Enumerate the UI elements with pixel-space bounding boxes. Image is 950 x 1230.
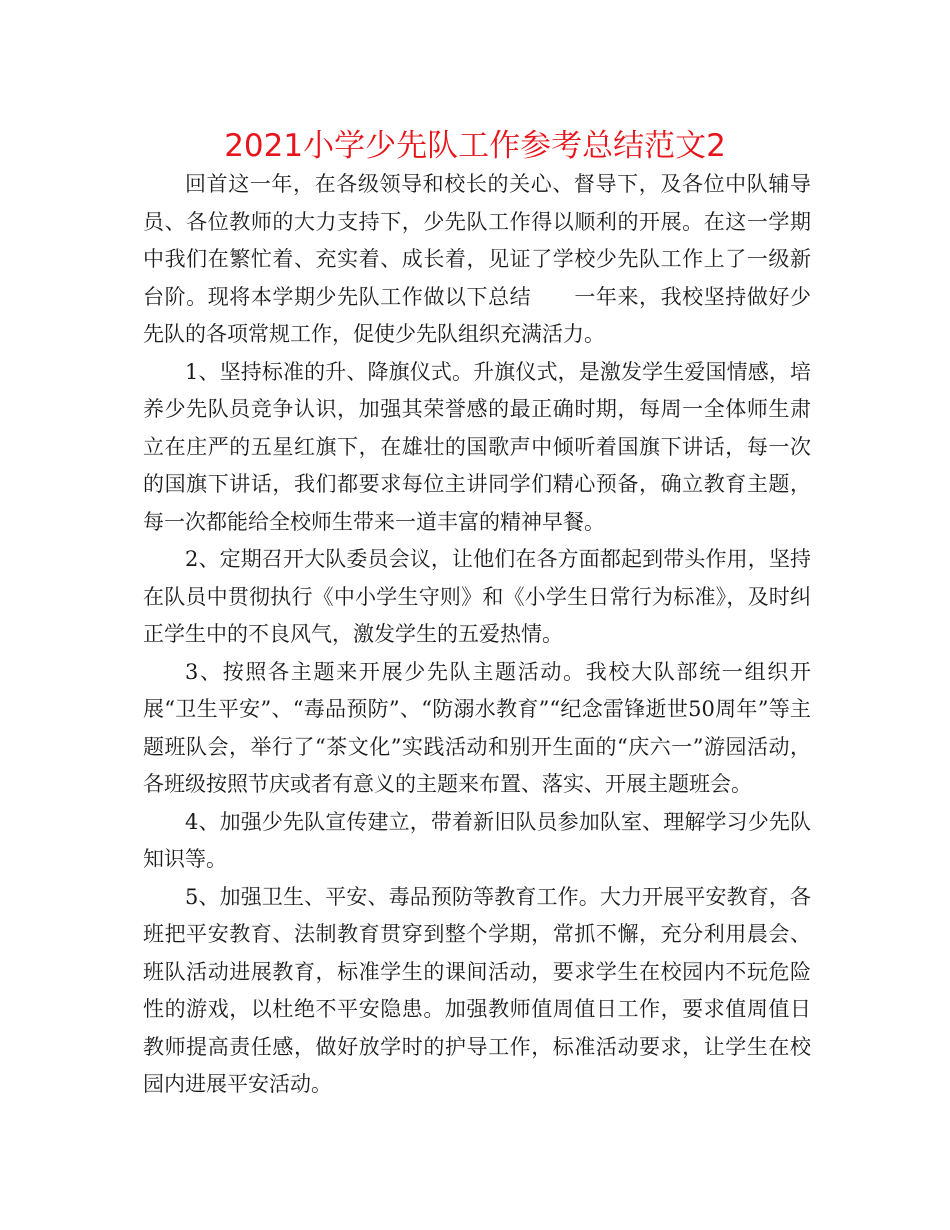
paragraph-item-3: 3、按照各主题来开展少先队主题活动。我校大队部统一组织开展“卫生平安”、“毒品预防”、“防溺水教育”“纪念雷锋逝世50周年”等主题班队会，举行了“茶文化”实践活动和别开生面的“庆六一”游园活动，各班级按照节庆或者有意义的主题来布置、落实、开展主题班会。	[143, 659, 811, 796]
paragraph-item-5: 5、加强卫生、平安、毒品预防等教育工作。大力开展平安教育，各班把平安教育、法制教育贯穿到整个学期，常抓不懈，充分利用晨会、班队活动进展教育，标准学生的课间活动，要求学生在校园内不玩危险性的游戏，以杜绝不平安隐患。加强教师值周值日工作，要求值周值日教师提高责任感，做好放学时的护导工作，标准活动要求，让学生在校园内进展平安活动。	[143, 884, 811, 1096]
paragraph-intro: 回首这一年，在各级领导和校长的关心、督导下，及各位中队辅导员、各位教师的大力支持下，少先队工作得以顺利的开展。在这一学期中我们在繁忙着、充实着、成长着，见证了学校少先队工作上了一级新台阶。现将本学期少先队工作做以下总结 一年来，我校坚持做好少先队的各项常规工作，促使少先队组织充满活力。	[143, 172, 811, 346]
document-body	[143, 166, 811, 1104]
paragraph-item-4: 4、加强少先队宣传建立，带着新旧队员参加队室、理解学习少先队知识等。	[143, 809, 811, 871]
document-title: 2021小学少先队工作参考总结范文2	[224, 128, 726, 164]
paragraph-item-2: 2、定期召开大队委员会议，让他们在各方面都起到带头作用，坚持在队员中贯彻执行《中小学生守则》和《小学生日常行为标准》，及时纠正学生中的不良风气，激发学生的五爱热情。	[143, 547, 811, 646]
paragraph-item-1: 1、坚持标准的升、降旗仪式。升旗仪式，是激发学生爱国情感，培养少先队员竞争认识，加强其荣誉感的最正确时期，每周一全体师生肃立在庄严的五星红旗下，在雄壮的国歌声中倾听着国旗下讲话，每一次的国旗下讲话，我们都要求每位主讲同学们精心预备，确立教育主题，每一次都能给全校师生带来一道丰富的精神早餐。	[143, 359, 811, 534]
